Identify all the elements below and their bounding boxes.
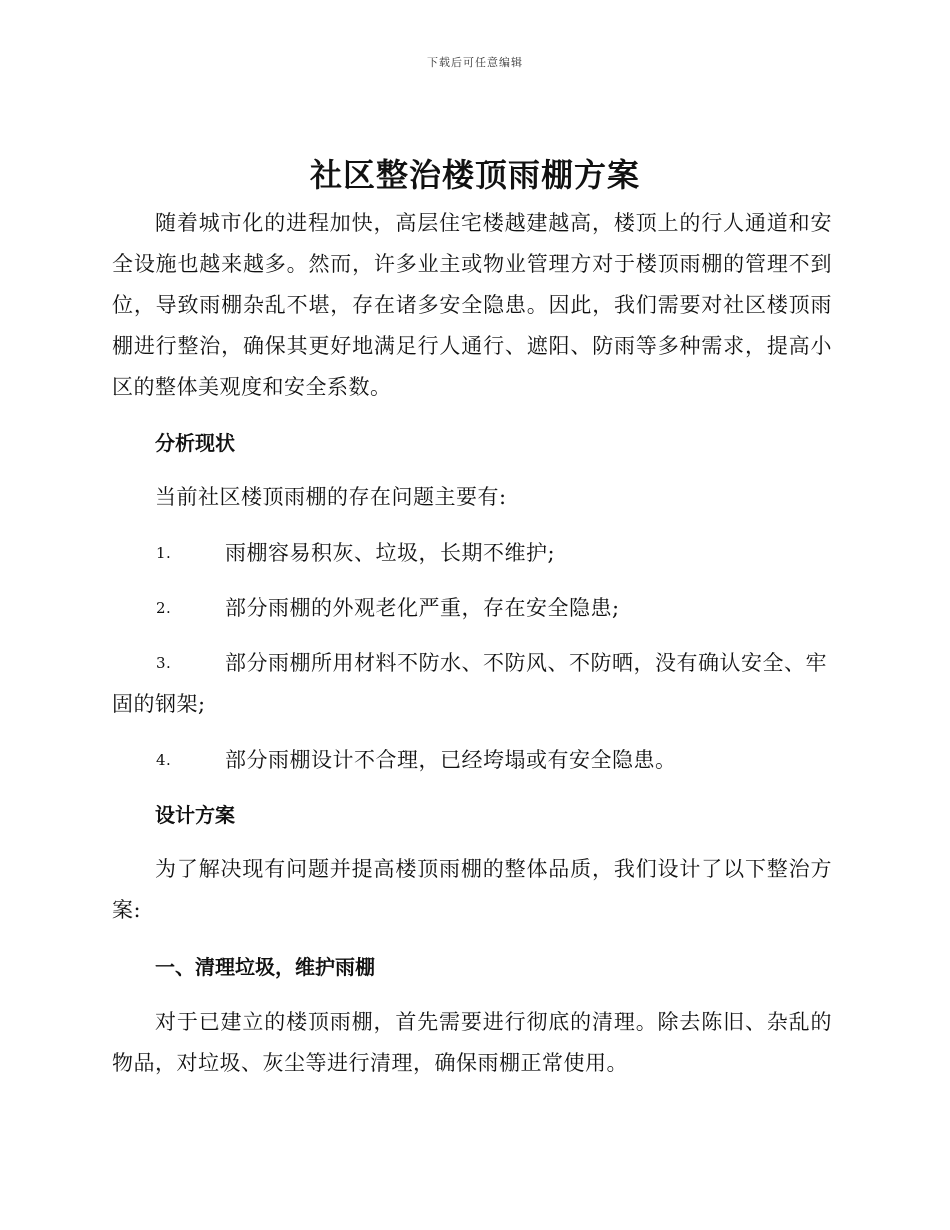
list-item — [112, 533, 832, 574]
list-item-text: 部分雨棚设计不合理，已经垮塌或有安全隐患。 — [225, 748, 677, 772]
list-item-number: 1. — [156, 544, 172, 562]
list-item-text: 雨棚容易积灰、垃圾，长期不维护; — [225, 541, 556, 565]
list-item-text: 部分雨棚的外观老化严重，存在安全隐患; — [225, 596, 620, 620]
document-title: 社区整治楼顶雨棚方案 — [309, 156, 640, 194]
list-item-number: 4. — [156, 751, 172, 769]
list-item-text: 部分雨棚所用材料不防水、不防风、不防晒，没有确认安全、牢固的钢架; — [112, 651, 827, 716]
section-heading-analysis: 分析现状 — [155, 431, 235, 455]
list-item — [112, 643, 832, 725]
intro-paragraph: 随着城市化的进程加快，高层住宅楼越建越高，楼顶上的行人通道和安全设施也越来越多。然而，许多业主或物业管理方对于楼顶雨棚的管理不到位，导致雨棚杂乱不堪，存在诸多安全隐患。因此，我们需要对社区楼顶雨棚进行整治，确保其更好地满足行人通行、遮阳、防雨等多种需求，提高小区的整体美观度和安全系数。 — [112, 211, 832, 399]
list-item-number: 3. — [156, 654, 172, 672]
list-item — [112, 588, 832, 629]
analysis-lead-paragraph: 当前社区楼顶雨棚的存在问题主要有: — [155, 485, 507, 509]
section-heading-cleanup: 一、清理垃圾，维护雨棚 — [155, 955, 375, 979]
cleanup-paragraph: 对于已建立的楼顶雨棚，首先需要进行彻底的清理。除去陈旧、杂乱的物品，对垃圾、灰尘等进行清理，确保雨棚正常使用。 — [112, 1010, 832, 1075]
page-header-note: 下载后可任意编辑 — [427, 56, 523, 69]
design-lead-paragraph: 为了解决现有问题并提高楼顶雨棚的整体品质，我们设计了以下整治方案: — [112, 857, 832, 922]
list-item-number: 2. — [156, 599, 172, 617]
section-heading-design: 设计方案 — [155, 803, 235, 827]
list-item — [112, 740, 832, 781]
